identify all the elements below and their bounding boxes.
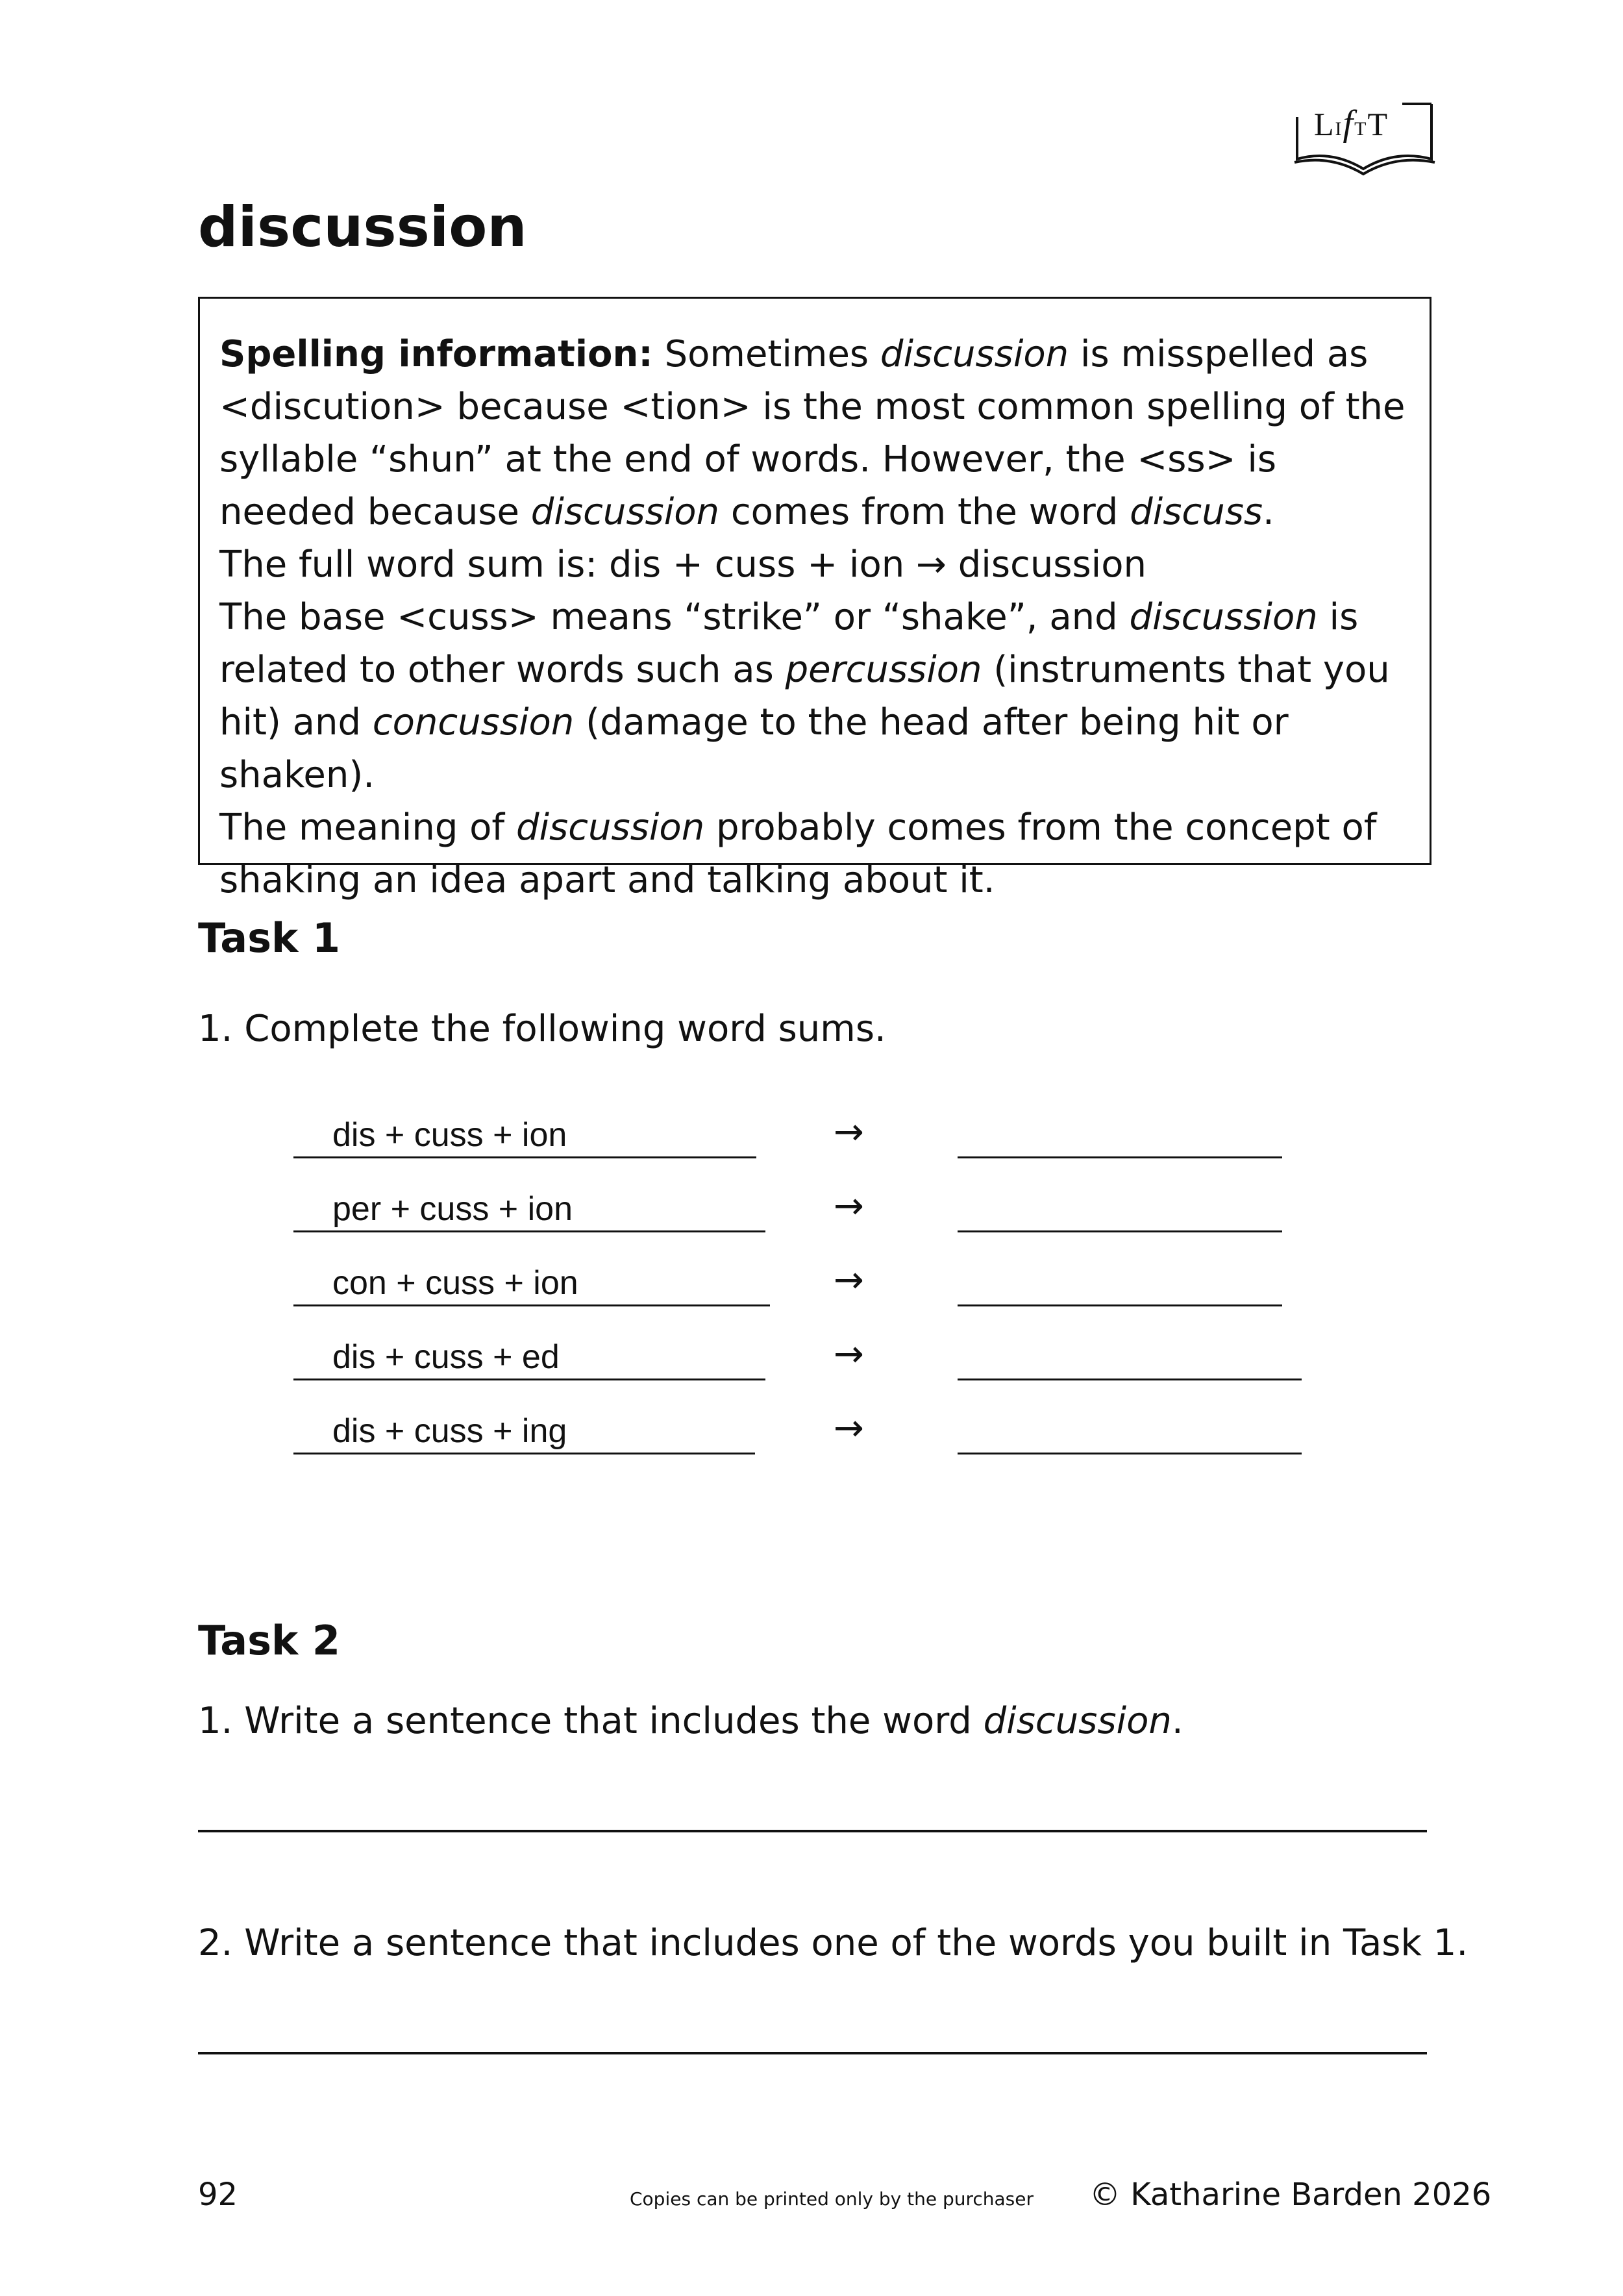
word-sum-text: dis + cuss + ing (293, 1405, 755, 1454)
lift-logo (1292, 97, 1438, 179)
arrow-right-icon: → (834, 1185, 864, 1227)
copyright: © Katharine Barden 2026 (1089, 2177, 1492, 2213)
word-sum-text: dis + cuss + ed (293, 1331, 765, 1380)
info-text: is misspelled as <discution> because <tion> is the most common spelling of the syllable “shun” at the end of words. However, the <ss> is needed because (219, 333, 1406, 533)
info-italic: concussion (372, 701, 575, 743)
answer-line[interactable] (958, 1230, 1282, 1232)
answer-line-2[interactable] (198, 2052, 1427, 2054)
page-title: discussion (198, 195, 527, 260)
info-text: (damage to the head after being hit or shaken). (219, 701, 1289, 796)
word-sum-row (293, 1257, 1332, 1309)
task1-heading: Task 1 (198, 914, 340, 962)
info-paragraph-1 (219, 328, 1410, 538)
question-italic: discussion (983, 1700, 1172, 1742)
task2-question-2: 2. Write a sentence that includes one of the words you built in Task 1. (198, 1922, 1468, 1964)
answer-line[interactable] (958, 1379, 1302, 1380)
arrow-right-icon: → (834, 1111, 864, 1153)
task2-heading: Task 2 (198, 1617, 340, 1664)
info-text: The base <cuss> means “strike” or “shake”, and (219, 596, 1130, 638)
info-italic: percussion (785, 649, 982, 691)
info-text: comes from the word (719, 491, 1130, 533)
info-label: Spelling information: (219, 333, 653, 375)
word-sum-text: con + cuss + ion (293, 1257, 770, 1306)
answer-line-1[interactable] (198, 1830, 1427, 1832)
answer-line[interactable] (958, 1453, 1302, 1454)
info-text: is related to other words such as (219, 596, 1359, 691)
arrow-right-icon: → (834, 1333, 864, 1375)
arrow-right-icon: → (834, 1407, 864, 1449)
info-italic: discussion (880, 333, 1069, 375)
word-sum-row (293, 1331, 1332, 1383)
info-italic: discuss (1130, 491, 1263, 533)
arrow-right-icon: → (834, 1259, 864, 1301)
info-italic: discussion (515, 806, 705, 849)
answer-line[interactable] (958, 1304, 1282, 1306)
info-italic: discussion (530, 491, 720, 533)
page-number: 92 (198, 2177, 238, 2213)
copy-notice: Copies can be printed only by the purchaser (630, 2188, 1034, 2210)
word-sum-row (293, 1109, 1332, 1161)
logo-letters: LIfTT (1314, 103, 1389, 144)
word-sum-row (293, 1183, 1332, 1235)
word-sum-row (293, 1405, 1332, 1457)
task2-question-1 (198, 1700, 1183, 1742)
info-text: Sometimes (652, 333, 880, 375)
info-text: The meaning of (219, 806, 516, 849)
task1-instruction: 1. Complete the following word sums. (198, 1008, 886, 1050)
question-text: . (1171, 1700, 1183, 1742)
info-paragraph-4 (219, 801, 1410, 906)
word-sum-text: per + cuss + ion (293, 1183, 765, 1232)
info-italic: discussion (1129, 596, 1318, 638)
info-text: . (1263, 491, 1274, 533)
info-text: probably comes from the concept of shaking an idea apart and talking about it. (219, 806, 1377, 901)
info-text: (instruments that you hit) and (219, 649, 1390, 743)
word-sum-text: dis + cuss + ion (293, 1109, 756, 1158)
spelling-info-box (198, 297, 1431, 901)
question-text: 1. Write a sentence that includes the word (198, 1700, 984, 1742)
info-paragraph-2: The full word sum is: dis + cuss + ion → discussion (219, 543, 1146, 586)
answer-line[interactable] (958, 1156, 1282, 1158)
info-paragraph-3 (219, 591, 1410, 801)
